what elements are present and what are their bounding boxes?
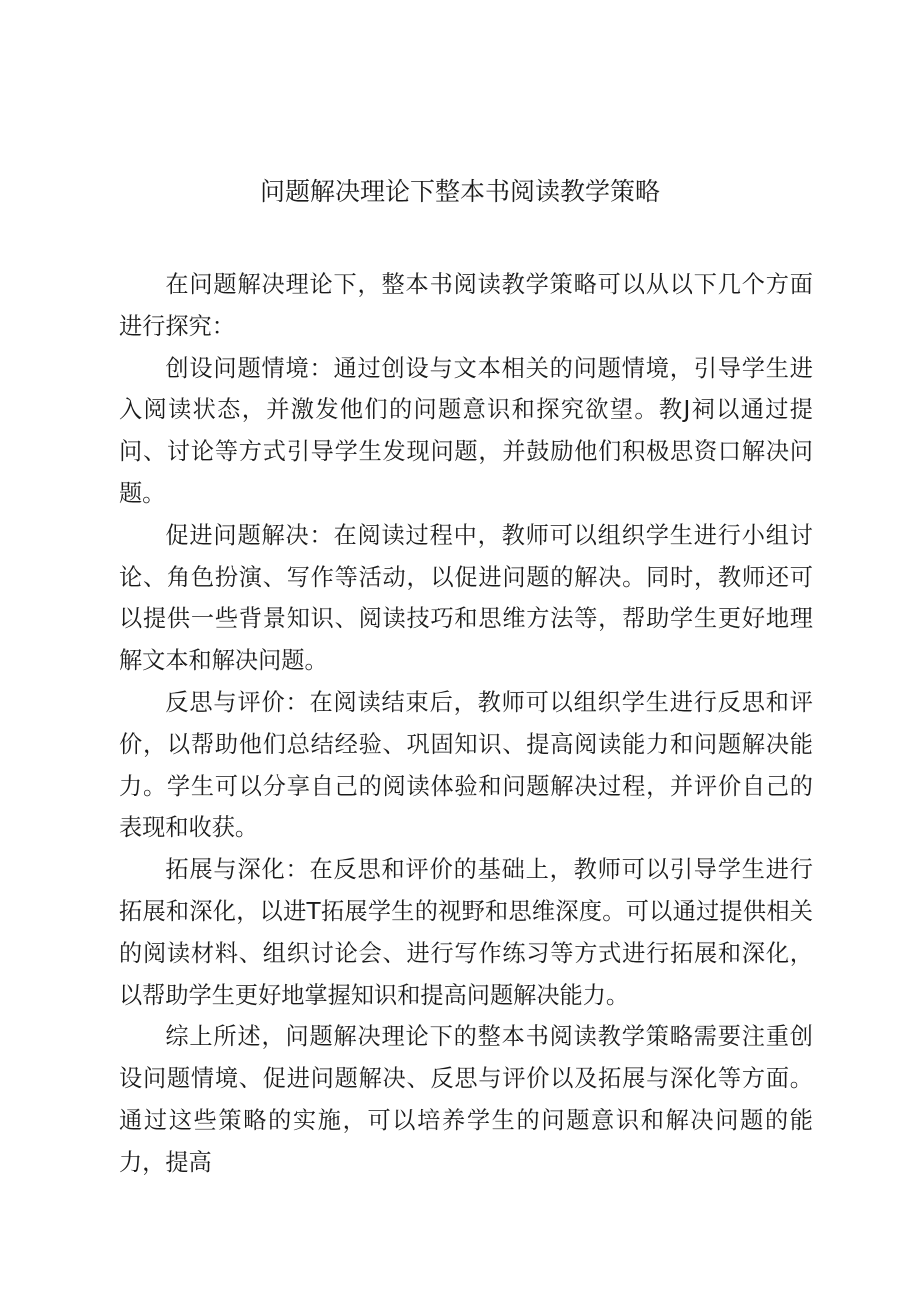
document-body xyxy=(119,264,813,1184)
paragraph-extension-deepening: 拓展与深化：在反思和评价的基础上，教师可以引导学生进行拓展和深化，以进T拓展学生的视野和思维深度。可以通过提供相关的阅读材料、组织讨论会、进行写作练习等方式进行拓展和深化，以帮助学生更好地掌握知识和提高问题解决能力。 xyxy=(119,856,813,1009)
paragraph-promote-problem-solving: 促进问题解决：在阅读过程中，教师可以组织学生进行小组讨论、角色扮演、写作等活动，以促进问题的解决。同时，教师还可以提供一些背景知识、阅读技巧和思维方法等，帮助学生更好地理解文本和解决问题。 xyxy=(119,521,813,675)
document-title: 问题解决理论下整本书阅读教学策略 xyxy=(259,177,660,206)
paragraph-summary: 综上所述，问题解决理论下的整本书阅读教学策略需要注重创设问题情境、促进问题解决、反思与评价以及拓展与深化等方面。通过这些策略的实施，可以培养学生的问题意识和解决问题的能力，提高 xyxy=(119,1023,813,1176)
paragraph-reflection-evaluation: 反思与评价：在阅读结束后，教师可以组织学生进行反思和评价，以帮助他们总结经验、巩固知识、提高阅读能力和问题解决能力。学生可以分享自己的阅读体验和问题解决过程，并评价自己的表现和收获。 xyxy=(119,688,813,842)
paragraph-intro: 在问题解决理论下，整本书阅读教学策略可以从以下几个方面进行探究： xyxy=(119,271,813,340)
paragraph-create-problem-situation: 创设问题情境：通过创设与文本相关的问题情境，引导学生进入阅读状态，并激发他们的问题意识和探究欲望。教J祠以通过提问、讨论等方式引导学生发现问题，并鼓励他们积极思资口解决问题。 xyxy=(119,354,813,507)
